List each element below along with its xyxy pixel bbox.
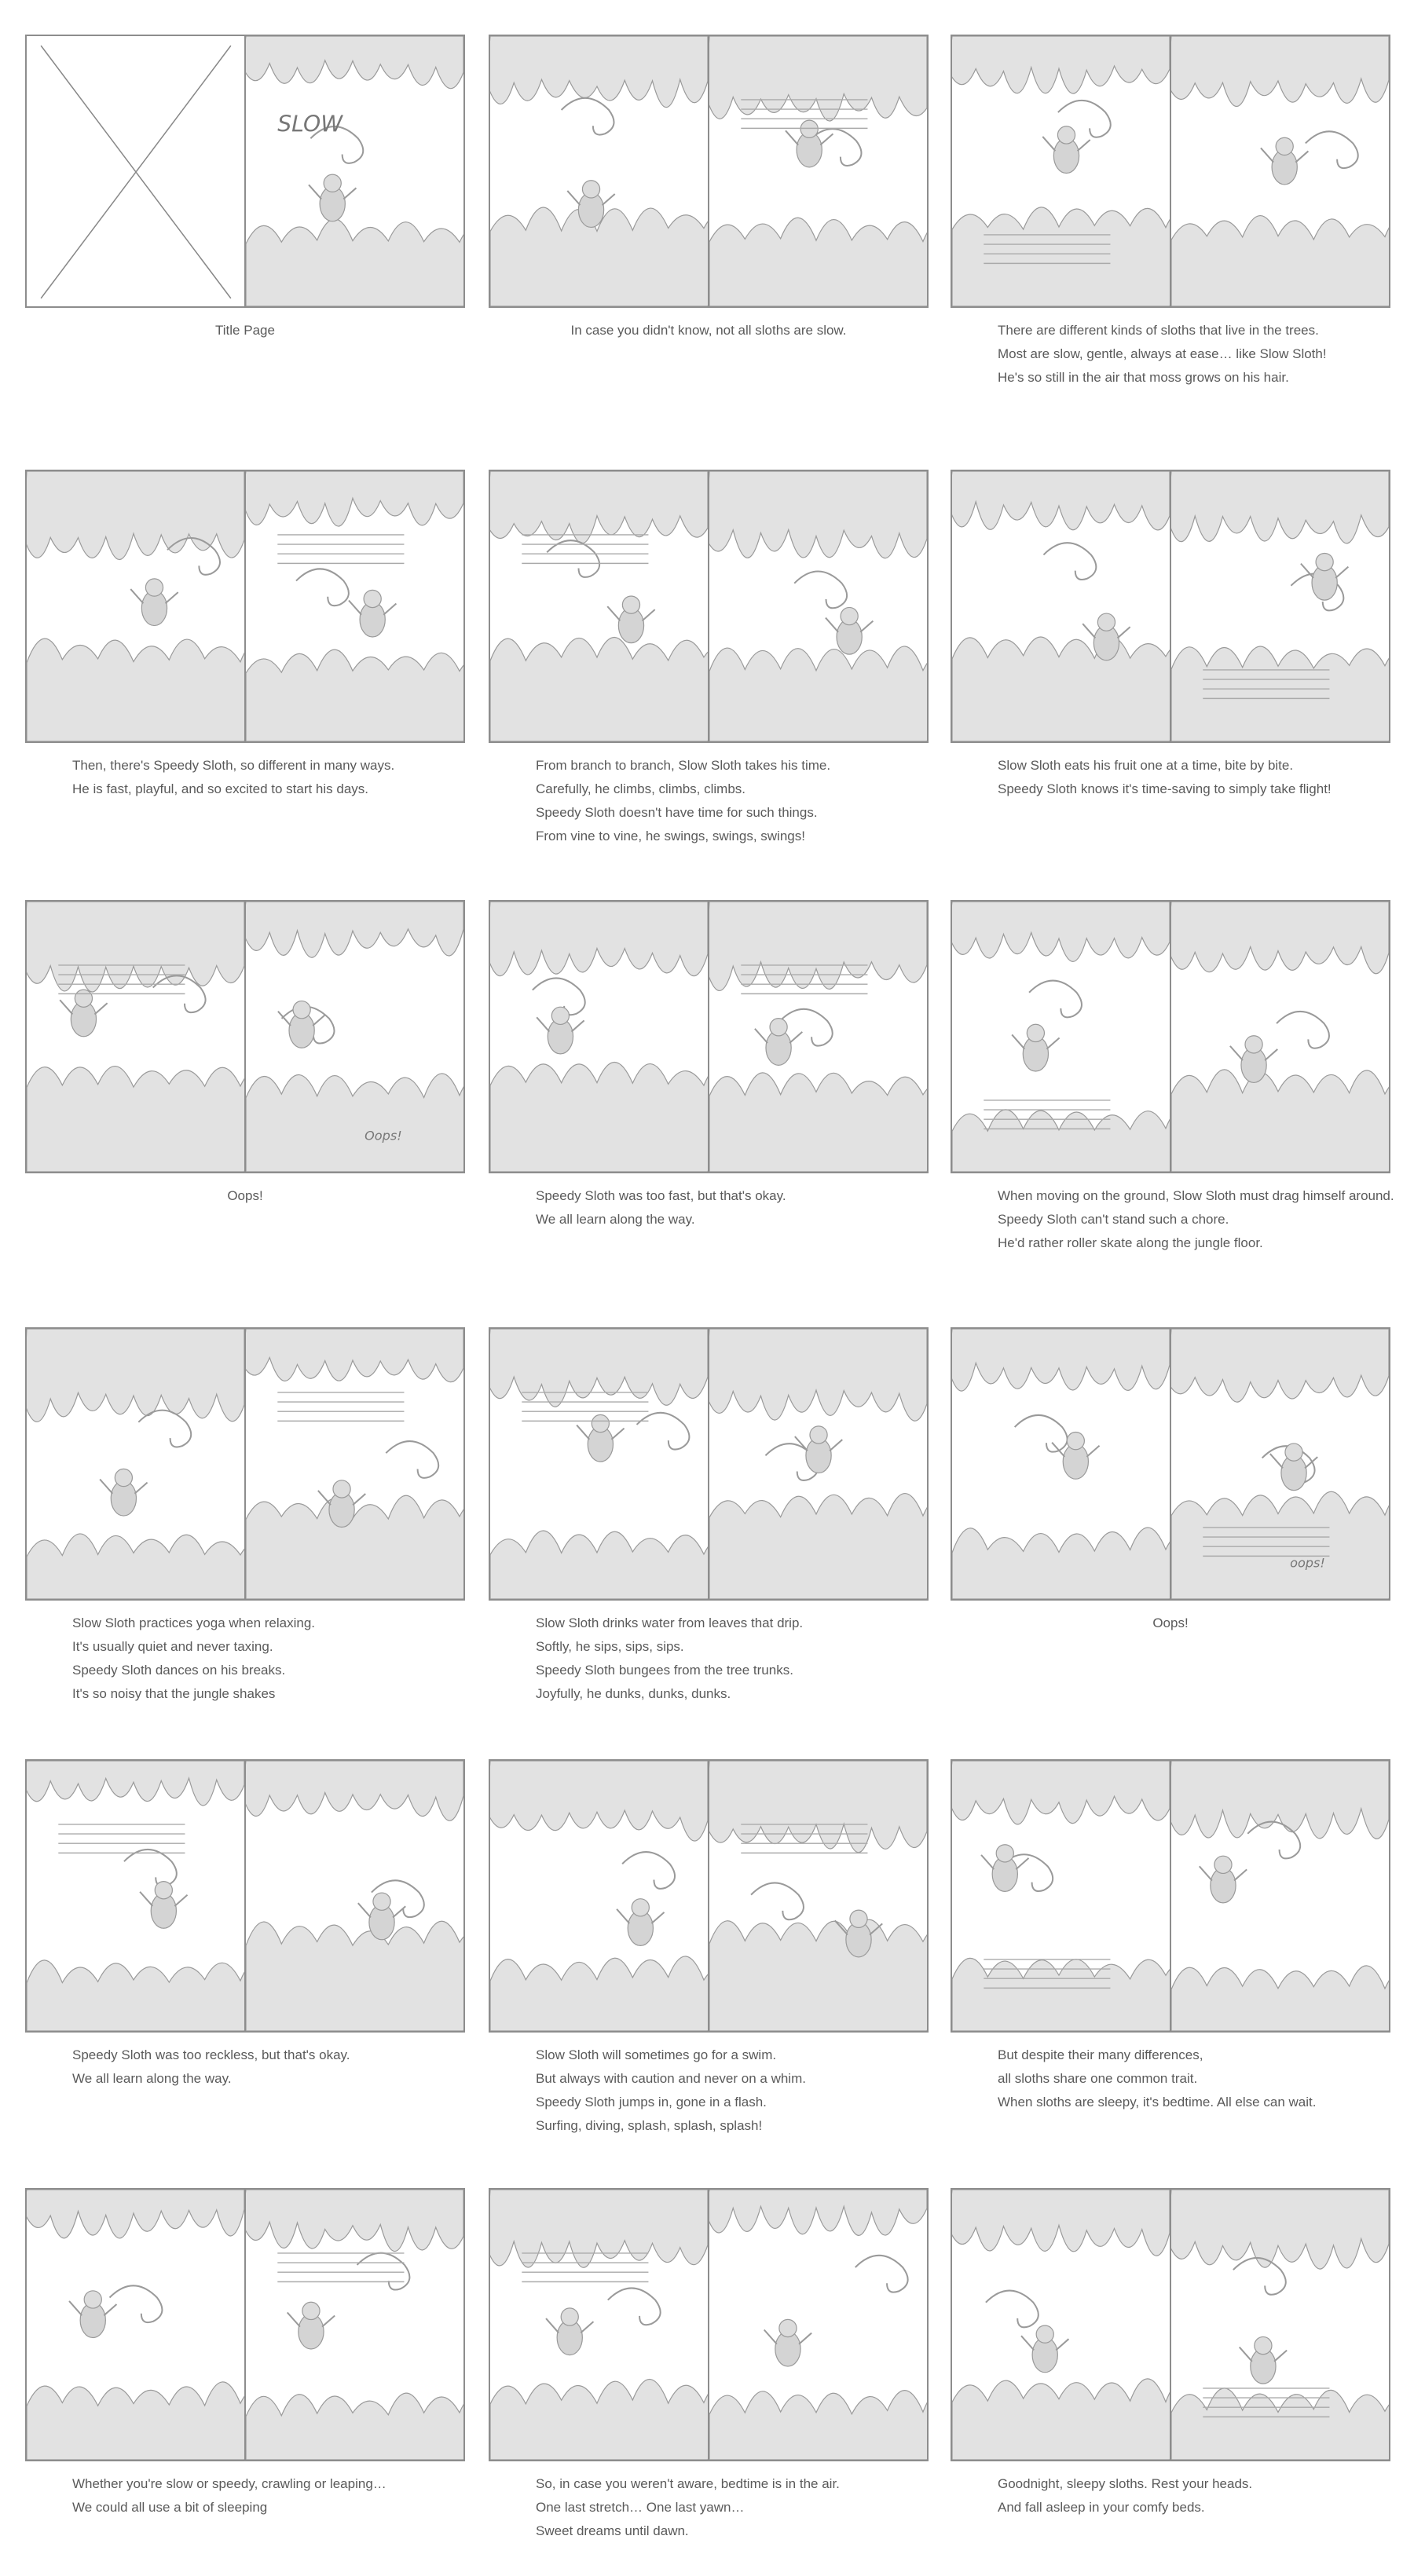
caption: [489, 1612, 929, 1706]
sloth-figure: [69, 2291, 116, 2338]
spread-s1: [489, 35, 929, 342]
sketch-illustration: [27, 471, 244, 741]
right-page: [1171, 2190, 1389, 2460]
right-page: [709, 1329, 927, 1599]
sloth-figure: [1261, 137, 1308, 185]
caption-line: Carefully, he climbs, climbs, climbs.: [536, 781, 746, 796]
ground-shape: [27, 1067, 244, 1172]
sketch-illustration: [952, 36, 1170, 306]
spread-frame: [951, 900, 1390, 1173]
caption-line: But always with caution and never on a whim.: [536, 2071, 806, 2086]
caption-line: Speedy Sloth jumps in, gone in a flash.: [536, 2095, 767, 2109]
sloth-figure: [288, 2302, 335, 2349]
foliage-shape: [709, 471, 927, 558]
ground-shape: [1171, 216, 1389, 306]
caption-line: all sloths share one common trait.: [998, 2071, 1198, 2086]
spread-frame: [951, 35, 1390, 308]
ground-shape: [490, 638, 708, 741]
caption: [951, 2044, 1390, 2114]
spread-s15: [25, 2188, 465, 2519]
sketch-illustration: [952, 1761, 1170, 2031]
sketch-illustration: [27, 902, 244, 1172]
caption-line: Oops!: [1152, 1615, 1189, 1630]
branch-curl: [855, 2256, 908, 2292]
caption: [951, 1612, 1390, 1635]
sloth-figure: [577, 1414, 624, 1462]
sketch-illustration: [490, 902, 708, 1172]
sketch-illustration: [490, 471, 708, 741]
branch-curl: [386, 1441, 438, 1478]
sloth-figure: [130, 579, 178, 626]
left-page: [952, 1761, 1171, 2031]
caption: [951, 2472, 1390, 2519]
caption-line: Sweet dreams until dawn.: [536, 2523, 689, 2538]
sketch-illustration: [709, 36, 927, 306]
sketch-illustration: [1171, 471, 1389, 741]
caption-line: Speedy Sloth doesn't have time for such things.: [536, 805, 818, 820]
caption-line: One last stretch… One last yawn…: [536, 2500, 745, 2515]
ground-shape: [246, 1921, 463, 2031]
sloth-figure: [786, 120, 833, 167]
foliage-shape: [27, 1329, 244, 1422]
sloth-figure: [1200, 1856, 1247, 1903]
right-page: [1171, 471, 1389, 741]
foliage-shape: [1171, 471, 1389, 543]
sketch-illustration: [709, 1761, 927, 2031]
ground-shape: [27, 1534, 244, 1599]
sloth-figure: [981, 1845, 1028, 1892]
ground-shape: [952, 2379, 1170, 2460]
branch-curl: [1306, 131, 1358, 168]
spread-frame: [489, 2188, 929, 2461]
sketch-illustration: [1171, 36, 1389, 306]
spread-title: [25, 35, 465, 342]
ground-shape: [709, 218, 927, 306]
foliage-shape: [1171, 36, 1389, 107]
right-page: [246, 36, 463, 306]
right-page: [1171, 1761, 1389, 2031]
ground-shape: [952, 1528, 1170, 1599]
caption-line: Speedy Sloth dances on his breaks.: [72, 1663, 286, 1678]
left-page: [952, 1329, 1171, 1599]
foliage-shape: [952, 2190, 1170, 2256]
caption-line: Title Page: [215, 323, 275, 338]
right-page: [709, 36, 927, 306]
spread-s12: [25, 1759, 465, 2091]
ground-shape: [246, 219, 463, 306]
sloth-figure: [607, 596, 654, 643]
sloth-figure: [1012, 1024, 1059, 1071]
left-page: [27, 1329, 246, 1599]
spread-frame: [951, 470, 1390, 743]
branch-curl: [296, 569, 349, 606]
caption-line: Speedy Sloth was too fast, but that's okay.: [536, 1188, 786, 1203]
sloth-figure: [100, 1469, 147, 1516]
sloth-figure: [826, 607, 873, 654]
sketch-illustration: [952, 2190, 1170, 2460]
ground-shape: [490, 1063, 708, 1172]
caption: [25, 754, 465, 801]
branch-curl: [751, 1883, 804, 1919]
sketch-illustration: [1171, 902, 1389, 1172]
sketch-illustration: [246, 902, 463, 1172]
caption-line: Softly, he sips, sips, sips.: [536, 1639, 684, 1654]
right-page: [1171, 36, 1389, 306]
sloth-figure: [546, 2308, 593, 2355]
branch-curl: [138, 1411, 191, 1447]
sketch-illustration: [246, 471, 463, 741]
foliage-shape: [1171, 902, 1389, 974]
spread-s7: [489, 900, 929, 1231]
caption-line: It's usually quiet and never taxing.: [72, 1639, 273, 1654]
caption-line: So, in case you weren't aware, bedtime is in the air.: [536, 2476, 840, 2491]
caption-line: Slow Sloth eats his fruit one at a time, bite by bite.: [998, 758, 1294, 773]
right-page: [246, 1329, 463, 1599]
caption-line: Joyfully, he dunks, dunks, dunks.: [536, 1686, 731, 1701]
sketch-illustration: [27, 1761, 244, 2031]
foliage-shape: [1171, 2190, 1389, 2269]
sketch-illustration: [246, 1329, 463, 1599]
caption-line: It's so noisy that the jungle shakes: [72, 1686, 276, 1701]
ground-shape: [709, 2390, 927, 2460]
branch-curl: [637, 1413, 690, 1450]
sloth-figure: [1052, 1433, 1099, 1480]
sketch-illustration: [709, 471, 927, 741]
spread-s16: [489, 2188, 929, 2543]
right-page: [709, 1761, 927, 2031]
caption: [25, 1184, 465, 1208]
foliage-shape: [27, 1761, 244, 1806]
sketch-illustration: [246, 1761, 463, 2031]
ground-shape: [952, 637, 1170, 741]
sloth-figure: [1230, 1036, 1277, 1083]
foliage-shape: [246, 471, 463, 526]
foliage-shape: [952, 902, 1170, 961]
caption-line: When sloths are sleepy, it's bedtime. All else can wait.: [998, 2095, 1317, 2109]
foliage-shape: [490, 36, 708, 108]
caption-line: Speedy Sloth was too reckless, but that's okay.: [72, 2047, 350, 2062]
ground-shape: [27, 2382, 244, 2460]
foliage-shape: [1171, 1761, 1389, 1839]
foliage-shape: [246, 2190, 463, 2252]
spread-frame: [489, 35, 929, 308]
spread-frame: [951, 1327, 1390, 1601]
sketch-illustration: [490, 2190, 708, 2460]
caption-line: We all learn along the way.: [536, 1212, 695, 1227]
foliage-shape: [246, 36, 463, 89]
spread-frame: [25, 1759, 465, 2033]
sketch-illustration: [709, 902, 927, 1172]
sloth-figure: [1042, 126, 1090, 174]
caption: [489, 319, 929, 342]
spread-s8: [951, 900, 1394, 1255]
ground-shape: [1171, 1966, 1389, 2031]
left-page: [27, 902, 246, 1172]
left-page: [490, 902, 709, 1172]
spread-frame: [25, 2188, 465, 2461]
caption: [25, 319, 465, 342]
caption: [489, 1184, 929, 1231]
spread-s11: [951, 1327, 1390, 1635]
left-page: [952, 902, 1171, 1172]
branch-curl: [357, 2253, 410, 2290]
right-page: [709, 2190, 927, 2460]
left-page: [27, 2190, 246, 2460]
sloth-figure: [1301, 553, 1348, 600]
sloth-figure: [60, 990, 107, 1037]
foliage-shape: [490, 1761, 708, 1841]
sketch-illustration: [246, 2190, 463, 2460]
right-page: [246, 1761, 463, 2031]
foliage-shape: [952, 1761, 1170, 1824]
spread-s2: [951, 35, 1390, 390]
foliage-shape: [952, 1329, 1170, 1391]
branch-curl: [1277, 1012, 1329, 1048]
caption-line: Goodnight, sleepy sloths. Rest your heads.: [998, 2476, 1253, 2491]
left-page: [490, 36, 709, 306]
foliage-shape: [709, 1761, 927, 1853]
ground-shape: [246, 649, 463, 741]
ground-shape: [490, 1956, 708, 2031]
left-page: [490, 1329, 709, 1599]
right-page: [709, 902, 927, 1172]
sloth-figure: [795, 1426, 842, 1473]
branch-curl: [986, 2291, 1039, 2328]
spread-s4: [489, 470, 929, 848]
sloth-figure: [309, 174, 356, 221]
foliage-shape: [490, 902, 708, 976]
caption-line: When moving on the ground, Slow Sloth must drag himself around.: [998, 1188, 1394, 1203]
spread-frame: [25, 35, 465, 308]
spread-frame: [489, 900, 929, 1173]
branch-curl: [622, 1852, 675, 1889]
left-page: [490, 1761, 709, 2031]
sketch-illustration: [952, 471, 1170, 741]
spread-s14: [951, 1759, 1390, 2114]
ground-shape: [246, 1074, 463, 1172]
sloth-figure: [1021, 2325, 1068, 2373]
spread-frame: [25, 470, 465, 743]
sketch-illustration: [490, 36, 708, 306]
sketch-illustration: [490, 1761, 708, 2031]
sloth-figure: [349, 590, 396, 637]
sloth-figure: [140, 1882, 187, 1929]
caption-line: And fall asleep in your comfy beds.: [998, 2500, 1205, 2515]
caption-line: There are different kinds of sloths that live in the trees.: [998, 323, 1319, 338]
page-lettering: Oops!: [364, 1128, 402, 1143]
foliage-shape: [490, 2190, 708, 2267]
caption: [25, 2044, 465, 2091]
foliage-shape: [952, 471, 1170, 530]
ground-shape: [709, 646, 927, 741]
caption-line: He's so still in the air that moss grows on his hair.: [998, 370, 1289, 385]
ground-shape: [952, 207, 1170, 306]
right-page: [1171, 1329, 1389, 1599]
left-page: [490, 471, 709, 741]
ground-shape: [490, 1531, 708, 1599]
foliage-shape: [490, 471, 708, 543]
sketch-illustration: [1171, 2190, 1389, 2460]
caption-line: From branch to branch, Slow Sloth takes his time.: [536, 758, 831, 773]
caption-line: Slow Sloth practices yoga when relaxing.: [72, 1615, 315, 1630]
ground-shape: [1171, 1070, 1389, 1172]
sloth-figure: [764, 2319, 811, 2366]
spread-frame: [951, 2188, 1390, 2461]
ground-shape: [1171, 1491, 1389, 1599]
spread-s3: [25, 470, 465, 801]
ground-shape: [27, 1959, 244, 2031]
left-page: [952, 2190, 1171, 2460]
caption: [25, 2472, 465, 2519]
foliage-shape: [246, 1761, 463, 1820]
caption-line: Slow Sloth will sometimes go for a swim.: [536, 2047, 777, 2062]
left-page: [27, 471, 246, 741]
caption-line: In case you didn't know, not all sloths are slow.: [570, 323, 847, 338]
caption-line: Most are slow, gentle, always at ease… like Slow Sloth!: [998, 346, 1327, 361]
left-page: [27, 1761, 246, 2031]
right-page: [246, 471, 463, 741]
branch-curl: [124, 1850, 177, 1886]
branch-curl: [1029, 981, 1082, 1018]
caption-line: We all learn along the way.: [72, 2071, 232, 2086]
caption: [951, 754, 1390, 801]
ground-shape: [246, 2393, 463, 2460]
caption: [489, 2044, 929, 2138]
sketch-illustration: [490, 1329, 708, 1599]
branch-curl: [1015, 1415, 1068, 1452]
sketch-illustration: [709, 2190, 927, 2460]
sketch-illustration: [27, 2190, 244, 2460]
sloth-figure: [617, 1899, 664, 1946]
ground-shape: [1171, 2388, 1389, 2460]
right-page: [246, 902, 463, 1172]
spread-s10: [489, 1327, 929, 1706]
branch-curl: [794, 571, 847, 608]
caption-line: But despite their many differences,: [998, 2047, 1203, 2062]
caption-line: We could all use a bit of sleeping: [72, 2500, 268, 2515]
sketch-illustration: [952, 902, 1170, 1172]
sketch-illustration: [27, 36, 244, 306]
spread-frame: [25, 1327, 465, 1601]
caption: [25, 1612, 465, 1706]
sketch-illustration: [709, 1329, 927, 1599]
sketch-illustration: [1171, 1761, 1389, 2031]
caption-line: Whether you're slow or speedy, crawling or leaping…: [72, 2476, 386, 2491]
right-page: [246, 2190, 463, 2460]
foliage-shape: [709, 36, 927, 121]
foliage-shape: [952, 36, 1170, 93]
branch-curl: [562, 98, 614, 135]
caption-line: Then, there's Speedy Sloth, so different in many ways.: [72, 758, 395, 773]
sketch-illustration: [246, 36, 463, 306]
page-lettering: oops!: [1290, 1555, 1325, 1571]
spread-s6: [25, 900, 465, 1208]
spread-frame: [489, 470, 929, 743]
foliage-shape: [27, 2190, 244, 2238]
caption-line: Speedy Sloth bungees from the tree trunks.: [536, 1663, 793, 1678]
ground-shape: [709, 1073, 927, 1172]
ground-shape: [27, 639, 244, 741]
caption: [951, 319, 1390, 390]
foliage-shape: [246, 902, 463, 957]
ground-shape: [952, 1107, 1170, 1172]
ground-shape: [490, 2380, 708, 2460]
foliage-shape: [709, 1329, 927, 1421]
sloth-figure: [1270, 1444, 1317, 1491]
spread-s13: [489, 1759, 929, 2138]
caption-line: Oops!: [227, 1188, 263, 1203]
sloth-figure: [1240, 2336, 1287, 2384]
foliage-shape: [709, 2190, 927, 2235]
sketch-illustration: [27, 1329, 244, 1599]
caption-line: Slow Sloth drinks water from leaves that drip.: [536, 1615, 804, 1630]
spread-s9: [25, 1327, 465, 1706]
foliage-shape: [709, 902, 927, 990]
caption-line: From vine to vine, he swings, swings, swings!: [536, 829, 805, 843]
foliage-shape: [1171, 1329, 1389, 1402]
spread-s17: [951, 2188, 1390, 2519]
spread-frame: [489, 1327, 929, 1601]
ground-shape: [1171, 646, 1389, 741]
branch-curl: [608, 2288, 661, 2325]
caption-line: Speedy Sloth knows it's time-saving to simply take flight!: [998, 781, 1332, 796]
right-page: [709, 471, 927, 741]
page-lettering: SLOW: [277, 111, 343, 137]
caption: [489, 754, 929, 848]
spread-s5: [951, 470, 1390, 801]
spread-frame: [25, 900, 465, 1173]
sketch-illustration: [1171, 1329, 1389, 1599]
sketch-illustration: [952, 1329, 1170, 1599]
foliage-shape: [246, 1329, 463, 1382]
foliage-shape: [490, 1329, 708, 1407]
caption: [951, 1184, 1394, 1255]
left-page: [490, 2190, 709, 2460]
caption-line: He'd rather roller skate along the jungle floor.: [998, 1235, 1263, 1250]
spread-frame: [951, 1759, 1390, 2033]
caption-line: Surfing, diving, splash, splash, splash!: [536, 2118, 763, 2133]
caption-line: Speedy Sloth can't stand such a chore.: [998, 1212, 1229, 1227]
left-page: [27, 36, 246, 306]
branch-curl: [547, 540, 599, 577]
foliage-shape: [27, 902, 244, 992]
ground-shape: [709, 1919, 927, 2031]
sloth-figure: [755, 1019, 802, 1066]
branch-curl: [110, 2285, 163, 2322]
left-page: [952, 471, 1171, 741]
caption: [489, 2472, 929, 2543]
sloth-figure: [278, 1001, 325, 1048]
left-page: [952, 36, 1171, 306]
ground-shape: [709, 1494, 927, 1599]
branch-curl: [1043, 543, 1096, 580]
right-page: [1171, 902, 1389, 1172]
spread-frame: [489, 1759, 929, 2033]
caption-line: He is fast, playful, and so excited to start his days.: [72, 781, 369, 796]
